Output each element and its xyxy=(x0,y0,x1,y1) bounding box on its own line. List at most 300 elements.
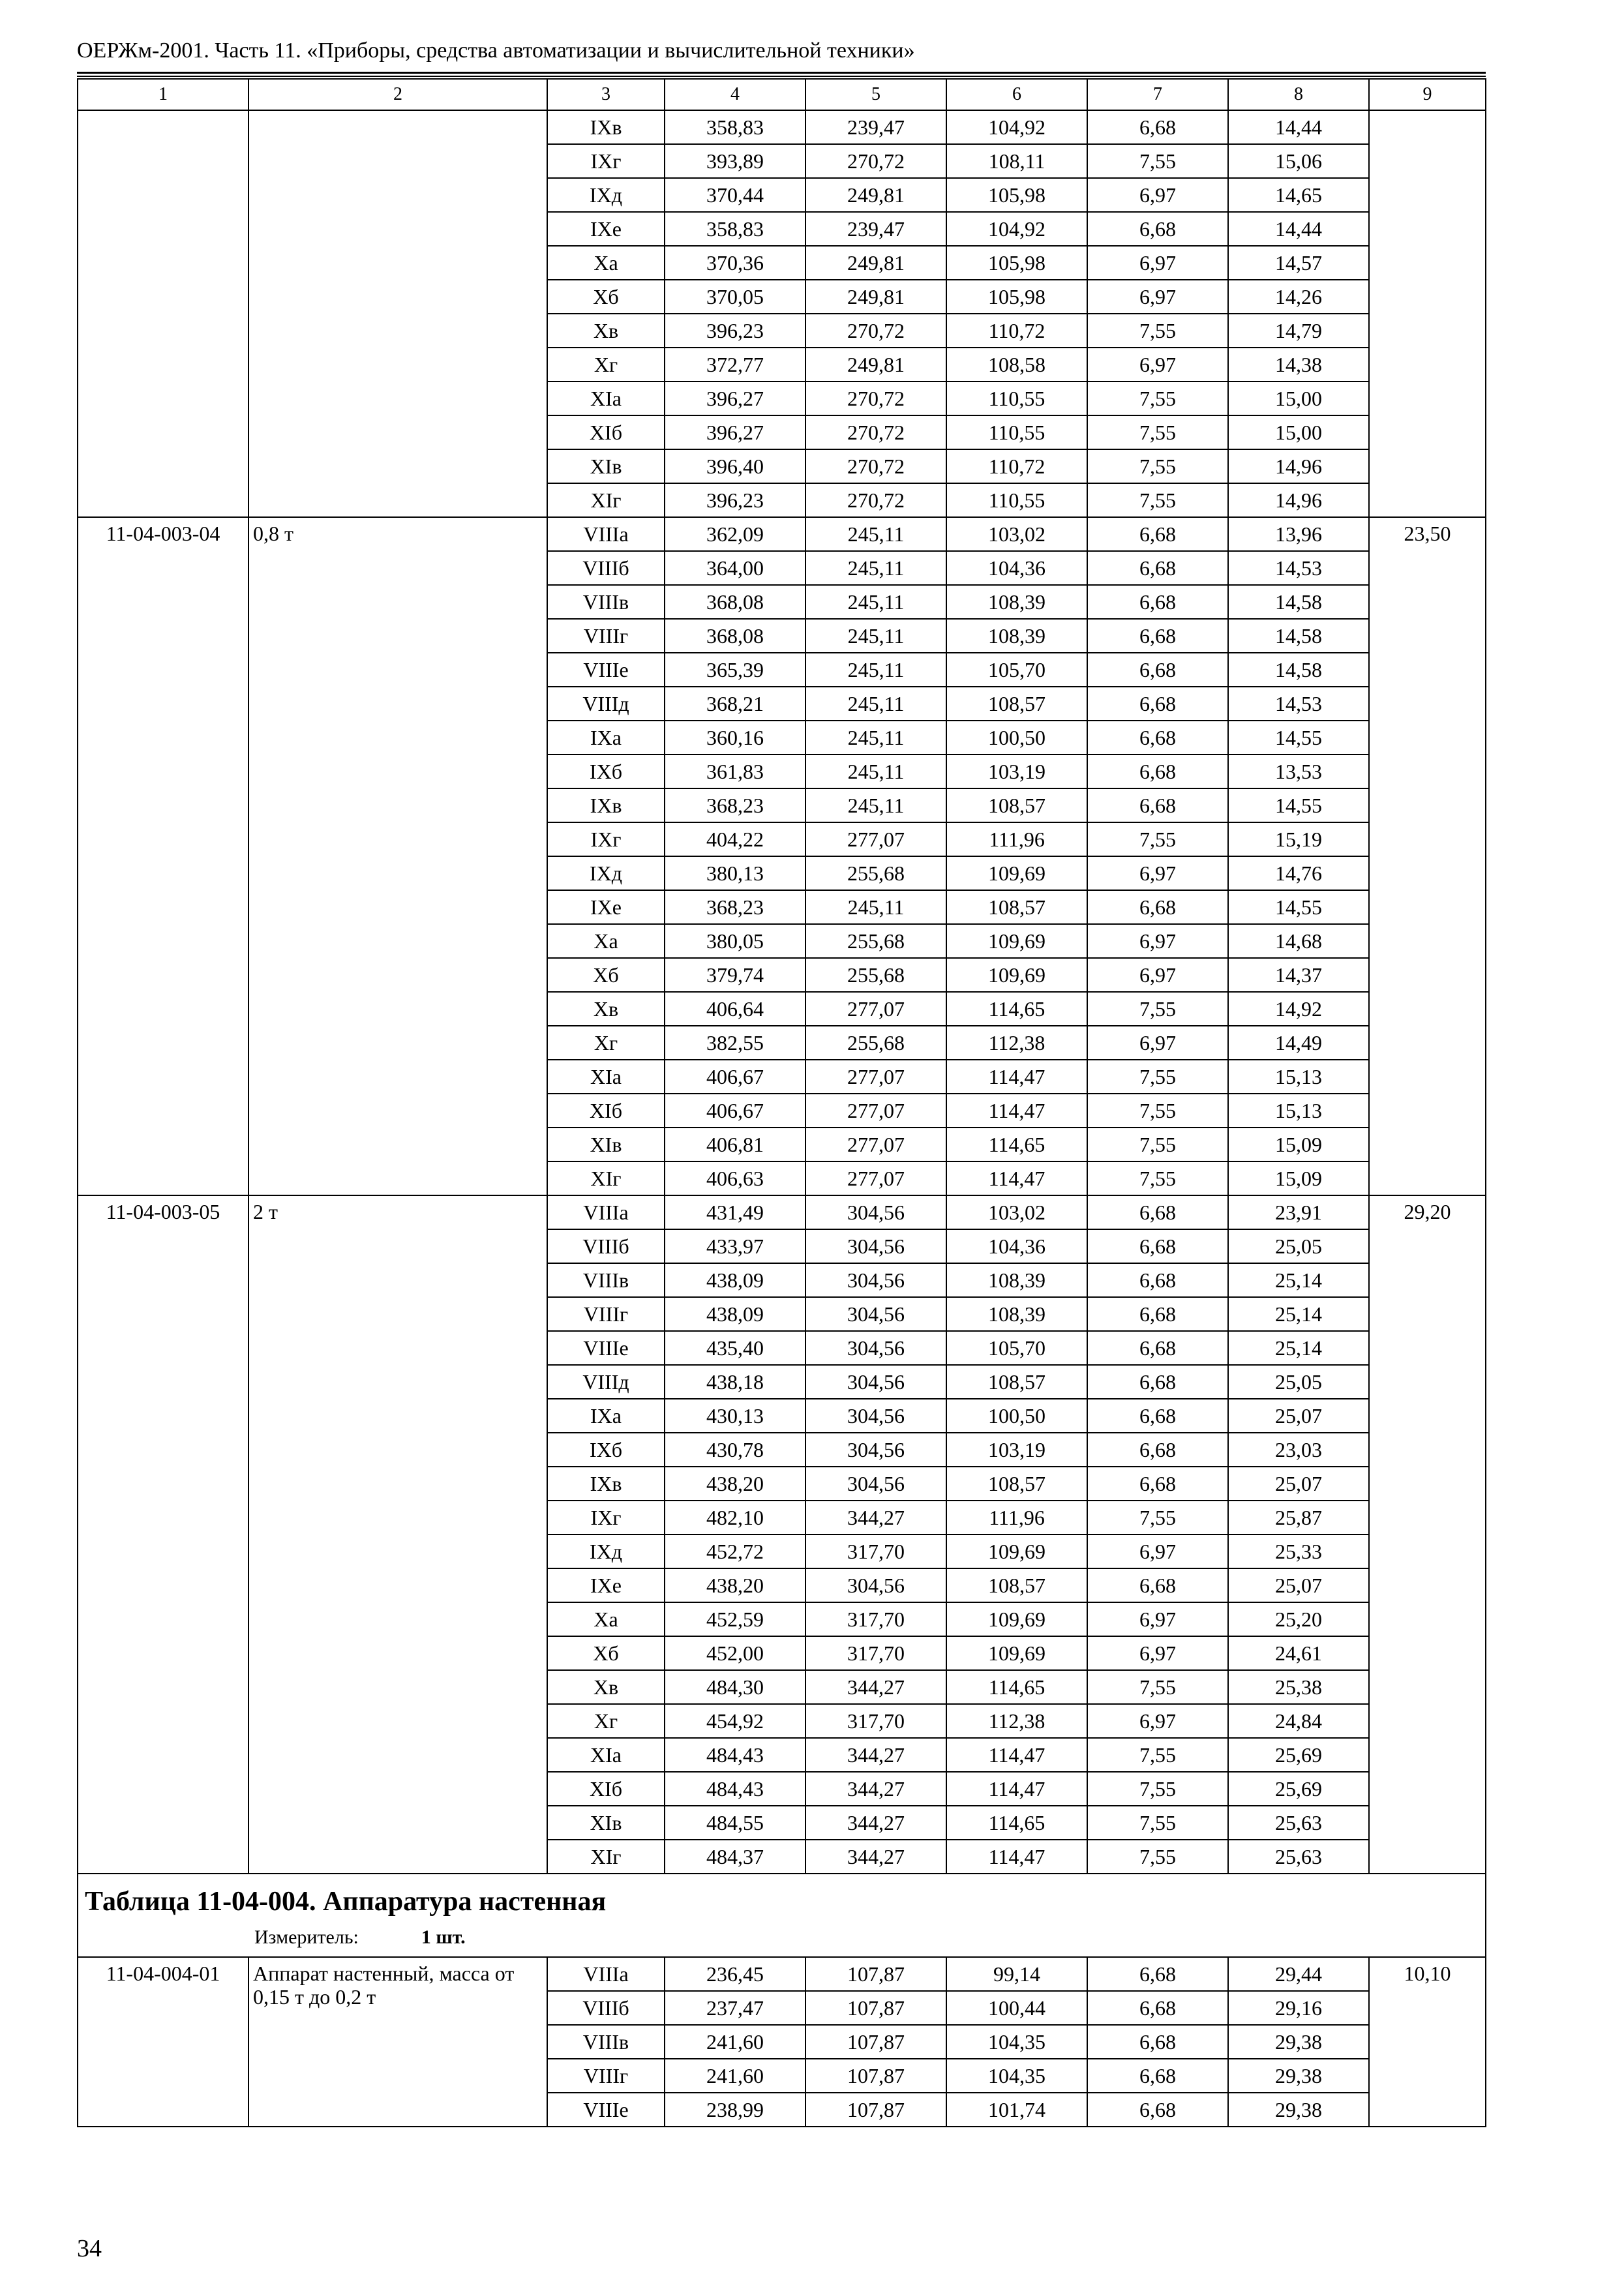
zone-cell: VIIIе xyxy=(547,653,665,687)
value-cell: 452,72 xyxy=(665,1534,805,1568)
value-cell: 6,97 xyxy=(1087,246,1228,280)
value-cell: 23,91 xyxy=(1228,1195,1369,1229)
value-cell: 114,47 xyxy=(946,1738,1087,1772)
value-cell: 6,97 xyxy=(1087,924,1228,958)
value-cell: 6,97 xyxy=(1087,178,1228,212)
value-cell: 7,55 xyxy=(1087,382,1228,415)
value-cell: 245,11 xyxy=(805,721,946,755)
zone-cell: XIб xyxy=(547,415,665,449)
zone-cell: IXа xyxy=(547,721,665,755)
zone-cell: VIIIг xyxy=(547,2059,665,2093)
value-cell: 25,63 xyxy=(1228,1806,1369,1840)
value-cell: 108,57 xyxy=(946,1568,1087,1602)
value-cell: 484,55 xyxy=(665,1806,805,1840)
value-cell: 14,96 xyxy=(1228,449,1369,483)
value-cell: 6,68 xyxy=(1087,1297,1228,1331)
value-cell: 112,38 xyxy=(946,1704,1087,1738)
value-cell: 277,07 xyxy=(805,1128,946,1161)
value-cell: 14,55 xyxy=(1228,721,1369,755)
value-cell: 239,47 xyxy=(805,212,946,246)
value-cell: 104,92 xyxy=(946,110,1087,144)
value-cell: 14,55 xyxy=(1228,788,1369,822)
value-cell: 6,97 xyxy=(1087,1636,1228,1670)
value-cell: 15,09 xyxy=(1228,1128,1369,1161)
zone-cell: XIг xyxy=(547,483,665,517)
value-cell: 29,44 xyxy=(1228,1957,1369,1991)
value-cell: 255,68 xyxy=(805,1026,946,1060)
value-cell: 108,39 xyxy=(946,585,1087,619)
value-cell: 105,98 xyxy=(946,178,1087,212)
value-cell: 114,47 xyxy=(946,1161,1087,1195)
zone-cell: IXа xyxy=(547,1399,665,1433)
value-cell: 255,68 xyxy=(805,924,946,958)
value-cell: 7,55 xyxy=(1087,1772,1228,1806)
zone-cell: VIIIв xyxy=(547,1263,665,1297)
zone-cell: Xв xyxy=(547,1670,665,1704)
value-cell: 344,27 xyxy=(805,1772,946,1806)
value-cell: 107,87 xyxy=(805,2025,946,2059)
value-cell: 368,08 xyxy=(665,585,805,619)
value-cell: 107,87 xyxy=(805,2093,946,2127)
value-cell: 14,38 xyxy=(1228,348,1369,382)
value-cell: 482,10 xyxy=(665,1501,805,1534)
value-cell: 6,97 xyxy=(1087,1026,1228,1060)
value-cell: 452,00 xyxy=(665,1636,805,1670)
value-cell: 112,38 xyxy=(946,1026,1087,1060)
zone-cell: XIб xyxy=(547,1772,665,1806)
value-cell: 255,68 xyxy=(805,958,946,992)
value-cell: 110,72 xyxy=(946,314,1087,348)
value-cell: 15,00 xyxy=(1228,382,1369,415)
value-cell: 270,72 xyxy=(805,144,946,178)
column-number: 3 xyxy=(547,79,665,110)
value-cell: 14,53 xyxy=(1228,551,1369,585)
value-cell: 304,56 xyxy=(805,1365,946,1399)
zone-cell: Xг xyxy=(547,348,665,382)
value-cell: 25,07 xyxy=(1228,1467,1369,1501)
value-cell: 14,58 xyxy=(1228,585,1369,619)
value-cell: 317,70 xyxy=(805,1704,946,1738)
value-cell: 7,55 xyxy=(1087,449,1228,483)
value-cell: 14,76 xyxy=(1228,856,1369,890)
value-cell: 304,56 xyxy=(805,1331,946,1365)
value-cell: 245,11 xyxy=(805,687,946,721)
value-cell: 99,14 xyxy=(946,1957,1087,1991)
value-cell: 6,68 xyxy=(1087,1433,1228,1467)
value-cell: 14,44 xyxy=(1228,212,1369,246)
value-cell: 108,39 xyxy=(946,1263,1087,1297)
column-number: 1 xyxy=(78,79,248,110)
value-cell: 7,55 xyxy=(1087,1501,1228,1534)
value-cell: 452,59 xyxy=(665,1602,805,1636)
zone-cell: IXг xyxy=(547,144,665,178)
value-cell: 7,55 xyxy=(1087,1806,1228,1840)
value-cell: 104,35 xyxy=(946,2025,1087,2059)
zone-cell: IXд xyxy=(547,1534,665,1568)
value-cell: 304,56 xyxy=(805,1195,946,1229)
zone-cell: IXе xyxy=(547,890,665,924)
value-cell: 304,56 xyxy=(805,1229,946,1263)
value-cell: 404,22 xyxy=(665,822,805,856)
value-cell: 484,37 xyxy=(665,1840,805,1874)
rate-code xyxy=(78,110,248,517)
value-cell: 104,35 xyxy=(946,2059,1087,2093)
value-cell: 368,08 xyxy=(665,619,805,653)
value-cell: 406,67 xyxy=(665,1060,805,1094)
value-cell: 108,57 xyxy=(946,1365,1087,1399)
value-cell: 109,69 xyxy=(946,958,1087,992)
value-cell: 6,97 xyxy=(1087,958,1228,992)
value-cell: 6,68 xyxy=(1087,755,1228,788)
value-cell: 241,60 xyxy=(665,2059,805,2093)
value-cell: 103,19 xyxy=(946,755,1087,788)
zone-cell: VIIIб xyxy=(547,1991,665,2025)
value-cell: 238,99 xyxy=(665,2093,805,2127)
value-cell: 100,44 xyxy=(946,1991,1087,2025)
value-cell: 277,07 xyxy=(805,1161,946,1195)
value-cell: 370,36 xyxy=(665,246,805,280)
value-cell: 7,55 xyxy=(1087,415,1228,449)
value-cell: 114,65 xyxy=(946,1806,1087,1840)
value-cell: 6,68 xyxy=(1087,110,1228,144)
value-cell: 304,56 xyxy=(805,1263,946,1297)
value-cell: 6,68 xyxy=(1087,2059,1228,2093)
value-cell: 396,23 xyxy=(665,483,805,517)
value-cell: 109,69 xyxy=(946,1636,1087,1670)
value-cell: 304,56 xyxy=(805,1433,946,1467)
zone-cell: XIв xyxy=(547,1128,665,1161)
column-number-row xyxy=(78,79,1486,110)
zone-cell: VIIIг xyxy=(547,1297,665,1331)
value-cell: 7,55 xyxy=(1087,1128,1228,1161)
value-cell: 114,65 xyxy=(946,1670,1087,1704)
column-number: 6 xyxy=(946,79,1087,110)
value-cell: 7,55 xyxy=(1087,822,1228,856)
value-cell: 396,23 xyxy=(665,314,805,348)
value-cell: 6,68 xyxy=(1087,2025,1228,2059)
value-cell: 406,64 xyxy=(665,992,805,1026)
value-cell: 245,11 xyxy=(805,551,946,585)
value-cell: 7,55 xyxy=(1087,314,1228,348)
value-cell: 29,38 xyxy=(1228,2059,1369,2093)
value-cell: 15,13 xyxy=(1228,1094,1369,1128)
value-cell: 6,68 xyxy=(1087,551,1228,585)
value-cell: 24,84 xyxy=(1228,1704,1369,1738)
value-cell: 25,63 xyxy=(1228,1840,1369,1874)
value-cell: 105,98 xyxy=(946,280,1087,314)
value-cell: 358,83 xyxy=(665,110,805,144)
zone-cell: Xг xyxy=(547,1704,665,1738)
value-cell: 454,92 xyxy=(665,1704,805,1738)
value-cell: 249,81 xyxy=(805,178,946,212)
value-cell: 15,06 xyxy=(1228,144,1369,178)
value-cell: 304,56 xyxy=(805,1568,946,1602)
value-cell: 317,70 xyxy=(805,1534,946,1568)
value-cell: 25,05 xyxy=(1228,1229,1369,1263)
zone-cell: XIа xyxy=(547,382,665,415)
value-cell: 396,27 xyxy=(665,382,805,415)
value-cell: 6,68 xyxy=(1087,1365,1228,1399)
value-cell: 372,77 xyxy=(665,348,805,382)
rate-name: 0,8 т xyxy=(248,517,547,1195)
value-cell: 368,21 xyxy=(665,687,805,721)
zone-cell: Xв xyxy=(547,992,665,1026)
value-cell: 277,07 xyxy=(805,992,946,1026)
rate-code: 11-04-003-05 xyxy=(78,1195,248,1874)
value-cell: 103,02 xyxy=(946,1195,1087,1229)
value-cell: 25,14 xyxy=(1228,1263,1369,1297)
value-cell: 105,70 xyxy=(946,653,1087,687)
value-cell: 237,47 xyxy=(665,1991,805,2025)
zone-cell: IXе xyxy=(547,1568,665,1602)
value-cell: 14,68 xyxy=(1228,924,1369,958)
value-cell: 14,26 xyxy=(1228,280,1369,314)
value-cell: 108,57 xyxy=(946,687,1087,721)
value-cell: 25,33 xyxy=(1228,1534,1369,1568)
zone-cell: Xб xyxy=(547,958,665,992)
value-cell: 6,97 xyxy=(1087,856,1228,890)
value-cell: 14,55 xyxy=(1228,890,1369,924)
value-cell: 438,20 xyxy=(665,1568,805,1602)
table-row xyxy=(78,1957,1486,1991)
value-cell: 25,14 xyxy=(1228,1331,1369,1365)
value-cell: 6,68 xyxy=(1087,1399,1228,1433)
value-cell: 7,55 xyxy=(1087,1161,1228,1195)
value-cell: 25,05 xyxy=(1228,1365,1369,1399)
meter-line xyxy=(254,1926,1485,1949)
value-cell: 109,69 xyxy=(946,1602,1087,1636)
value-cell: 304,56 xyxy=(805,1467,946,1501)
value-cell: 380,05 xyxy=(665,924,805,958)
value-cell: 29,38 xyxy=(1228,2093,1369,2127)
value-cell: 438,20 xyxy=(665,1467,805,1501)
column-number: 8 xyxy=(1228,79,1369,110)
zone-cell: Xб xyxy=(547,1636,665,1670)
value-cell: 406,81 xyxy=(665,1128,805,1161)
zone-cell: VIIIв xyxy=(547,2025,665,2059)
rate-code: 11-04-004-01 xyxy=(78,1957,248,2127)
value-cell: 114,47 xyxy=(946,1060,1087,1094)
value-cell: 24,61 xyxy=(1228,1636,1369,1670)
value-cell: 25,38 xyxy=(1228,1670,1369,1704)
meter-unit: 1 шт. xyxy=(421,1926,466,1948)
value-cell: 6,97 xyxy=(1087,348,1228,382)
value-cell: 14,58 xyxy=(1228,619,1369,653)
value-cell: 14,65 xyxy=(1228,178,1369,212)
value-cell: 239,47 xyxy=(805,110,946,144)
col9-value xyxy=(1369,110,1486,517)
zone-cell: VIIIб xyxy=(547,551,665,585)
value-cell: 6,97 xyxy=(1087,1534,1228,1568)
value-cell: 245,11 xyxy=(805,585,946,619)
zone-cell: IXд xyxy=(547,178,665,212)
value-cell: 100,50 xyxy=(946,721,1087,755)
value-cell: 6,68 xyxy=(1087,585,1228,619)
value-cell: 277,07 xyxy=(805,1094,946,1128)
value-cell: 14,37 xyxy=(1228,958,1369,992)
value-cell: 6,68 xyxy=(1087,619,1228,653)
value-cell: 7,55 xyxy=(1087,1094,1228,1128)
zone-cell: IXб xyxy=(547,1433,665,1467)
value-cell: 114,47 xyxy=(946,1772,1087,1806)
value-cell: 270,72 xyxy=(805,382,946,415)
value-cell: 107,87 xyxy=(805,2059,946,2093)
value-cell: 7,55 xyxy=(1087,483,1228,517)
table-row xyxy=(78,1195,1486,1229)
rate-code: 11-04-003-04 xyxy=(78,517,248,1195)
value-cell: 107,87 xyxy=(805,1991,946,2025)
value-cell: 368,23 xyxy=(665,890,805,924)
value-cell: 114,47 xyxy=(946,1094,1087,1128)
value-cell: 108,57 xyxy=(946,1467,1087,1501)
value-cell: 25,07 xyxy=(1228,1399,1369,1433)
value-cell: 396,40 xyxy=(665,449,805,483)
value-cell: 6,97 xyxy=(1087,1704,1228,1738)
value-cell: 365,39 xyxy=(665,653,805,687)
zone-cell: VIIIд xyxy=(547,687,665,721)
value-cell: 245,11 xyxy=(805,890,946,924)
col9-value: 23,50 xyxy=(1369,517,1486,1195)
value-cell: 13,53 xyxy=(1228,755,1369,788)
value-cell: 406,67 xyxy=(665,1094,805,1128)
zone-cell: IXе xyxy=(547,212,665,246)
value-cell: 277,07 xyxy=(805,822,946,856)
value-cell: 108,57 xyxy=(946,788,1087,822)
value-cell: 382,55 xyxy=(665,1026,805,1060)
zone-cell: IXб xyxy=(547,755,665,788)
value-cell: 484,30 xyxy=(665,1670,805,1704)
value-cell: 111,96 xyxy=(946,1501,1087,1534)
value-cell: 6,68 xyxy=(1087,1263,1228,1297)
value-cell: 396,27 xyxy=(665,415,805,449)
section-header xyxy=(78,1874,1486,1957)
value-cell: 114,65 xyxy=(946,992,1087,1026)
value-cell: 7,55 xyxy=(1087,1738,1228,1772)
value-cell: 245,11 xyxy=(805,653,946,687)
value-cell: 344,27 xyxy=(805,1840,946,1874)
value-cell: 6,68 xyxy=(1087,1229,1228,1263)
value-cell: 14,44 xyxy=(1228,110,1369,144)
value-cell: 245,11 xyxy=(805,755,946,788)
value-cell: 438,09 xyxy=(665,1263,805,1297)
value-cell: 6,68 xyxy=(1087,788,1228,822)
value-cell: 255,68 xyxy=(805,856,946,890)
value-cell: 241,60 xyxy=(665,2025,805,2059)
zone-cell: IXв xyxy=(547,110,665,144)
col9-value: 10,10 xyxy=(1369,1957,1486,2127)
value-cell: 15,19 xyxy=(1228,822,1369,856)
zone-cell: VIIIа xyxy=(547,517,665,551)
value-cell: 107,87 xyxy=(805,1957,946,1991)
zone-cell: Xб xyxy=(547,280,665,314)
value-cell: 111,96 xyxy=(946,822,1087,856)
value-cell: 108,11 xyxy=(946,144,1087,178)
value-cell: 6,97 xyxy=(1087,1602,1228,1636)
value-cell: 438,09 xyxy=(665,1297,805,1331)
value-cell: 236,45 xyxy=(665,1957,805,1991)
value-cell: 344,27 xyxy=(805,1806,946,1840)
zone-cell: VIIIа xyxy=(547,1957,665,1991)
zone-cell: VIIIа xyxy=(547,1195,665,1229)
value-cell: 109,69 xyxy=(946,1534,1087,1568)
value-cell: 484,43 xyxy=(665,1738,805,1772)
value-cell: 109,69 xyxy=(946,924,1087,958)
value-cell: 270,72 xyxy=(805,449,946,483)
value-cell: 245,11 xyxy=(805,619,946,653)
value-cell: 393,89 xyxy=(665,144,805,178)
value-cell: 110,55 xyxy=(946,382,1087,415)
value-cell: 7,55 xyxy=(1087,1840,1228,1874)
value-cell: 6,68 xyxy=(1087,1991,1228,2025)
value-cell: 6,68 xyxy=(1087,2093,1228,2127)
value-cell: 435,40 xyxy=(665,1331,805,1365)
section-title: Таблица 11-04-004. Аппаратура настенная xyxy=(85,1887,607,1917)
value-cell: 304,56 xyxy=(805,1297,946,1331)
zone-cell: IXв xyxy=(547,1467,665,1501)
zone-cell: Xа xyxy=(547,1602,665,1636)
value-cell: 245,11 xyxy=(805,788,946,822)
zone-cell: IXг xyxy=(547,1501,665,1534)
value-cell: 6,68 xyxy=(1087,517,1228,551)
rate-name: Аппарат настенный, масса от 0,15 т до 0,2 т xyxy=(248,1957,547,2127)
zone-cell: Xг xyxy=(547,1026,665,1060)
value-cell: 25,14 xyxy=(1228,1297,1369,1331)
zone-cell: Xа xyxy=(547,246,665,280)
page-number: 34 xyxy=(77,2235,102,2262)
value-cell: 249,81 xyxy=(805,348,946,382)
zone-cell: XIб xyxy=(547,1094,665,1128)
value-cell: 6,68 xyxy=(1087,1467,1228,1501)
value-cell: 23,03 xyxy=(1228,1433,1369,1467)
value-cell: 105,98 xyxy=(946,246,1087,280)
value-cell: 25,69 xyxy=(1228,1738,1369,1772)
value-cell: 358,83 xyxy=(665,212,805,246)
value-cell: 6,68 xyxy=(1087,721,1228,755)
value-cell: 270,72 xyxy=(805,415,946,449)
zone-cell: VIIIв xyxy=(547,585,665,619)
value-cell: 103,02 xyxy=(946,517,1087,551)
value-cell: 25,20 xyxy=(1228,1602,1369,1636)
zone-cell: XIа xyxy=(547,1060,665,1094)
zone-cell: XIв xyxy=(547,449,665,483)
value-cell: 7,55 xyxy=(1087,144,1228,178)
value-cell: 15,09 xyxy=(1228,1161,1369,1195)
value-cell: 14,53 xyxy=(1228,687,1369,721)
zone-cell: XIг xyxy=(547,1840,665,1874)
zone-cell: IXд xyxy=(547,856,665,890)
zone-cell: VIIIд xyxy=(547,1365,665,1399)
value-cell: 270,72 xyxy=(805,314,946,348)
value-cell: 344,27 xyxy=(805,1501,946,1534)
value-cell: 104,36 xyxy=(946,1229,1087,1263)
value-cell: 317,70 xyxy=(805,1636,946,1670)
value-cell: 105,70 xyxy=(946,1331,1087,1365)
value-cell: 249,81 xyxy=(805,280,946,314)
value-cell: 108,57 xyxy=(946,890,1087,924)
value-cell: 7,55 xyxy=(1087,1670,1228,1704)
rate-name xyxy=(248,110,547,517)
column-number: 4 xyxy=(665,79,805,110)
value-cell: 364,00 xyxy=(665,551,805,585)
rate-name: 2 т xyxy=(248,1195,547,1874)
header-rule xyxy=(77,76,1486,77)
value-cell: 370,44 xyxy=(665,178,805,212)
value-cell: 430,78 xyxy=(665,1433,805,1467)
value-cell: 438,18 xyxy=(665,1365,805,1399)
value-cell: 110,72 xyxy=(946,449,1087,483)
value-cell: 25,07 xyxy=(1228,1568,1369,1602)
value-cell: 277,07 xyxy=(805,1060,946,1094)
